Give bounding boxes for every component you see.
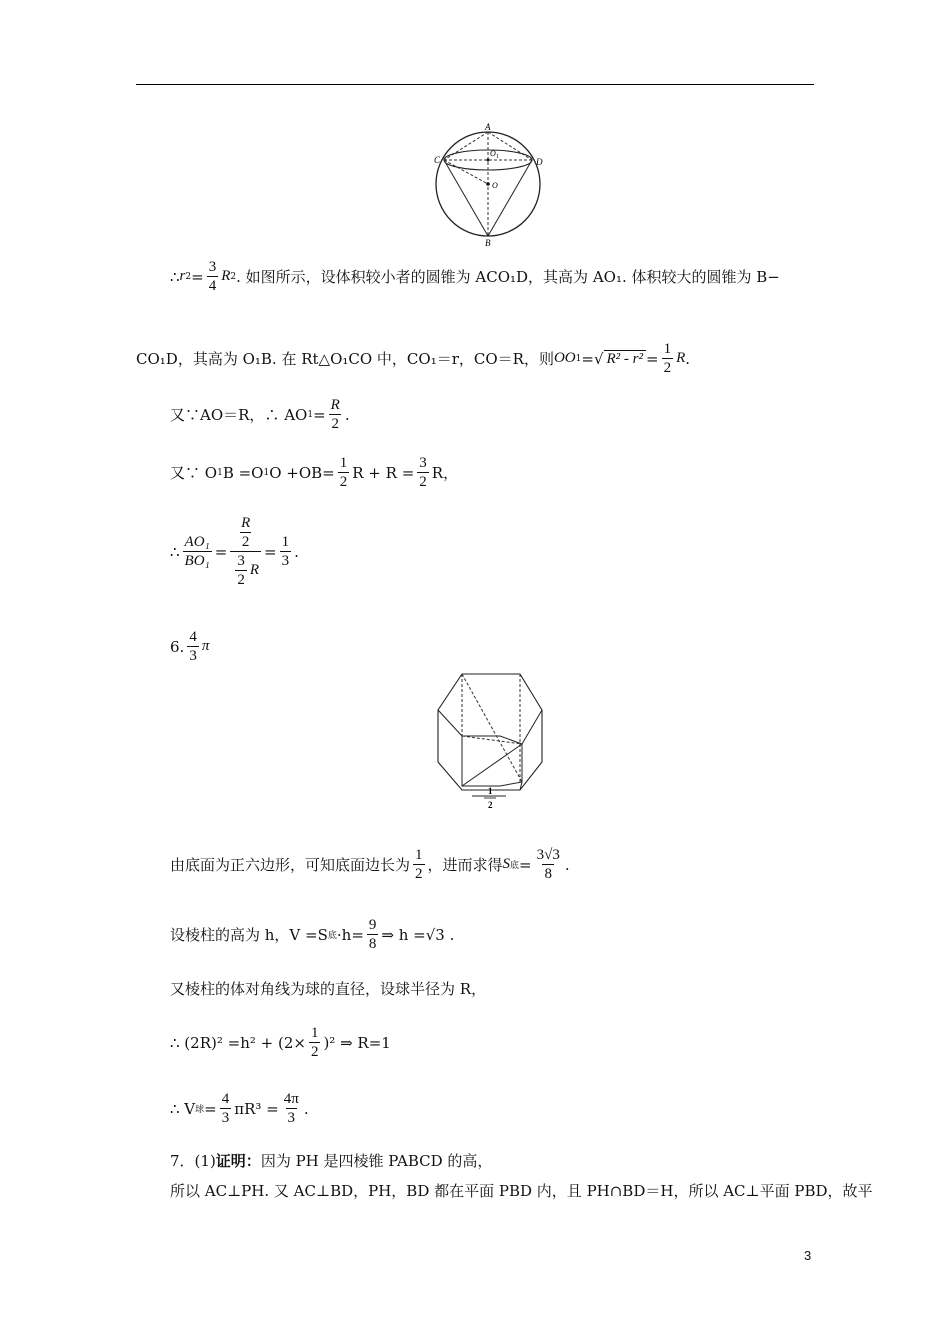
label-O1-sub: 1	[496, 154, 499, 160]
line-base-edge: 由底面为正六边形，可知底面边长为 $\frac{1}{2}$ ，进而求得 S 底 = $\frac{3√3}{8}$ .	[170, 847, 570, 882]
sqrt-expr: √ R² - r²	[594, 350, 646, 368]
label-O: O	[492, 181, 498, 190]
side-label-den: 2	[488, 800, 493, 810]
line-ao1: 又∵AO＝R，∴ AO 1 = $\frac{R}{2}$ .	[170, 397, 350, 432]
line-o1b: 又∵ O 1 B =O 1 O +OB= $\frac{1}{2}$ R + R = $\frac{3}{2}$ R，	[170, 455, 459, 490]
line-radius: ∴ (2R)² =h² + (2× $\frac{1}{2}$ )² ⇒ R=1	[170, 1025, 391, 1060]
sphere-cone-figure	[428, 120, 548, 250]
header-rule	[136, 84, 814, 85]
label-B: B	[485, 238, 491, 248]
problem-7-heading: 7．(1) 证明： 因为 PH 是四棱锥 PABCD 的高，	[170, 1152, 493, 1170]
label-A: A	[485, 122, 491, 132]
line-height: 设棱柱的高为 h，V =S 底 ·h= $\frac{9}{8}$ ⇒ h =√3 .	[170, 917, 455, 952]
side-label-num: 1	[488, 786, 493, 796]
compound-fraction: $\frac{R}{2}$ $\frac{3}{2}$ R	[230, 514, 261, 589]
problem-7-proof: 所以 AC⊥PH. 又 AC⊥BD，PH，BD 都在平面 PBD 内，且 PH∩BD＝H，所以 AC⊥平面 PBD，故平	[170, 1182, 873, 1200]
frac-3-4: $\frac{3}{4}$	[208, 259, 217, 294]
answer-6: 6. $\frac{4}{3}$ π	[170, 629, 210, 664]
line-ratio: ∴ $\frac{\text{AO₁}}{\text{BO₁}}$ = $\frac{R}{2}$ $\frac{3}{2}$ R = $\frac{1}{3}$ .	[170, 515, 299, 588]
line-volume: ∴ V 球 = $\frac{4}{3}$ πR³ = $\frac{4\pi}{3}$ .	[170, 1091, 309, 1126]
line-r-squared: ∴ r 2 = $\frac{3}{4}$ R 2 . 如图所示，设体积较小者的圆锥为 ACO₁D，其高为 AO₁. 体积较大的圆锥为 B−	[170, 259, 780, 294]
page-number: 3	[804, 1248, 812, 1263]
label-C: C	[434, 155, 441, 165]
label-D: D	[536, 157, 543, 167]
line-diagonal: 又棱柱的体对角线为球的直径，设球半径为 R，	[170, 980, 487, 998]
line-oo1: CO₁D，其高为 O₁B. 在 Rt△O₁CO 中，CO₁＝r，CO＝R，则 OO 1 = √ R² - r² = $\frac{1}{2}$ R .	[136, 341, 691, 376]
label-O1: O	[490, 149, 496, 158]
hexagonal-prism-figure	[432, 670, 552, 818]
